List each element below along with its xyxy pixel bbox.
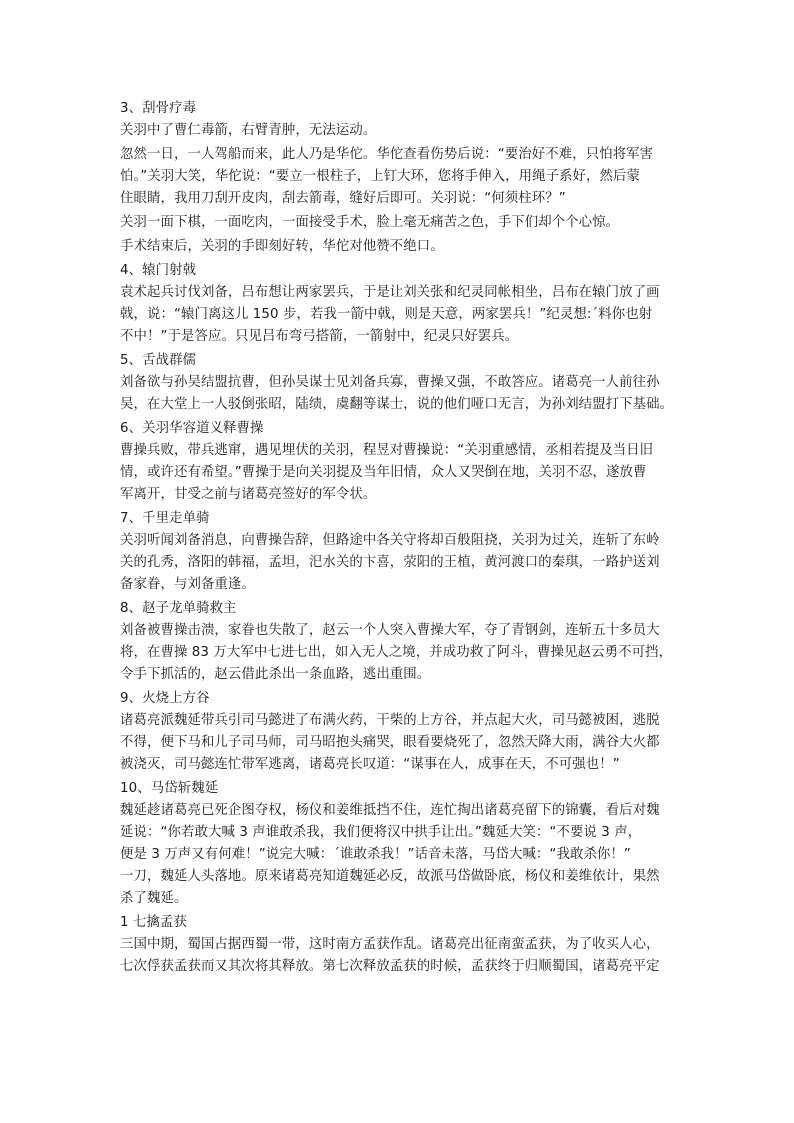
paragraph-line: 不中！”于是答应。只见吕布弯弓搭箭，一箭射中，纪灵只好罢兵。: [120, 329, 519, 344]
paragraph-line: 刘备欲与孙吴结盟抗曹，但孙吴谋士见刘备兵寡，曹操又强，不敢答应。诸葛亮一人前往孙: [120, 375, 660, 390]
story-section: [120, 598, 680, 688]
paragraph-line: 被浇灭，司马懿连忙带军逃离，诸葛亮长叹道：“谋事在人，成事在天，不可强也！”: [120, 757, 620, 772]
paragraph: [120, 120, 680, 142]
paragraph-line: 不得，便下马和儿子司马师，司马昭抱头痛哭，眼看要烧死了，忽然天降大雨，满谷大火都: [120, 735, 660, 750]
paragraph: [120, 800, 680, 910]
paragraph-line: 一刀，魏延人头落地。原来诸葛亮知道魏延必反，故派马岱做卧底，杨仪和姜维依计，果然: [120, 869, 660, 884]
paragraph: [120, 144, 680, 210]
paragraph: [120, 212, 680, 234]
paragraph-line: 便是 3 万声又有何难！”说完大喊：ˊ谁敢杀我！”话音未落，马岱大喊：“我敢杀你！”: [120, 847, 631, 862]
paragraph: [120, 934, 680, 978]
paragraph-line: 曹操兵败，带兵逃窜，遇见埋伏的关羽，程昱对曹操说：“关羽重感情，丞相若提及当日旧: [120, 443, 654, 458]
story-section: [120, 260, 680, 350]
section-heading: 5、舌战群儒: [120, 353, 197, 368]
paragraph-line: 延说：“你若敢大喊 3 声谁敢杀我，我们便将汉中拱手让出。”魏延大笑：“不要说 3 声，: [120, 825, 642, 840]
section-heading: 3、刮骨疗毒: [120, 101, 197, 116]
paragraph: [120, 372, 680, 416]
paragraph-line: 刘备被曹操击溃，家眷也失散了，赵云一个人突入曹操大军，夺了青钢剑，连斩五十多员大: [120, 623, 660, 638]
paragraph-line: 住眼睛，我用刀刮开皮肉，刮去箭毒，缝好后即可。关羽说：“何须柱环？”: [120, 191, 566, 206]
story-section: [120, 98, 680, 260]
story-section: [120, 508, 680, 598]
paragraph-line: 袁术起兵讨伐刘备，吕布想让两家罢兵，于是让刘关张和纪灵同帐相坐，吕布在辕门放了画: [120, 285, 660, 300]
paragraph: [120, 282, 680, 348]
paragraph-line: 军离开，甘受之前与诸葛亮签好的军令状。: [120, 487, 377, 502]
story-section: [120, 350, 680, 418]
paragraph-line: 关羽一面下棋，一面吃肉，一面接受手术，脸上毫无痛苦之色，手下们却个个心惊。: [120, 215, 620, 230]
section-heading: 6、关羽华容道义释曹操: [120, 421, 264, 436]
story-section: [120, 688, 680, 778]
paragraph-line: 怕。”关羽大笑，华佗说：“要立一根柱子，上钉大环，您将手伸入，用绳子系好，然后蒙: [120, 169, 641, 184]
paragraph-line: 备家眷，与刘备重逢。: [120, 577, 255, 592]
paragraph-line: 三国中期，蜀国占据西蜀一带，这时南方孟获作乱。诸葛亮出征南蛮孟获，为了收买人心，: [120, 937, 660, 952]
story-section: [120, 912, 680, 980]
section-heading: 1 七擒孟获: [120, 915, 187, 930]
section-heading: 7、千里走单骑: [120, 511, 210, 526]
document-body: [120, 98, 680, 980]
paragraph-line: 忽然一日，一人驾船而来，此人乃是华佗。华佗查看伤势后说：“要治好不难，只怕将军害: [120, 147, 654, 162]
paragraph-line: 戟，说：“辕门离这儿 150 步，若我一箭中戟，则是天意，两家罢兵！”纪灵想:ˊ料你也射: [120, 307, 653, 322]
paragraph-line: 魏延趁诸葛亮已死企图夺权，杨仪和姜维抵挡不住，连忙掏出诸葛亮留下的锦囊，看后对魏: [120, 803, 660, 818]
story-section: [120, 418, 680, 508]
paragraph-line: 诸葛亮派魏延带兵引司马懿进了布满火药，干柴的上方谷，并点起大火，司马懿被困，逃脱: [120, 713, 660, 728]
paragraph-line: 关羽听闻刘备消息，向曹操告辞，但路途中各关守将却百般阻挠，关羽为过关，连斩了东岭: [120, 533, 660, 548]
paragraph: [120, 710, 680, 776]
paragraph-line: 关羽中了曹仁毒箭，右臂青肿，无法运动。: [120, 123, 377, 138]
section-heading: 10、马岱斩魏延: [120, 781, 219, 796]
paragraph-line: 令手下抓活的，赵云借此杀出一条血路，逃出重围。: [120, 667, 431, 682]
paragraph-line: 将，在曹操 83 万大军中七进七出，如入无人之境，并成功救了阿斗，曹操见赵云勇不可挡，: [120, 645, 673, 660]
section-heading: 8、赵子龙单骑救主: [120, 601, 237, 616]
paragraph-line: 吴，在大堂上一人驳倒张昭，陆绩，虞翻等谋士，说的他们哑口无言，为孙刘结盟打下基础。: [120, 397, 674, 412]
section-heading: 4、辕门射戟: [120, 263, 197, 278]
paragraph: [120, 236, 680, 258]
story-section: [120, 778, 680, 912]
section-heading: 9、火烧上方谷: [120, 691, 210, 706]
paragraph-line: 杀了魏延。: [120, 891, 188, 906]
paragraph-line: 情，或许还有希望。”曹操于是向关羽提及当年旧情，众人又哭倒在地，关羽不忍，遂放曹: [120, 465, 647, 480]
paragraph-line: 手术结束后，关羽的手即刻好转，华佗对他赞不绝口。: [120, 239, 444, 254]
paragraph: [120, 620, 680, 686]
paragraph-line: 关的孔秀，洛阳的韩福，孟坦，汜水关的卞喜，荥阳的王植，黄河渡口的秦琪，一路护送刘: [120, 555, 660, 570]
paragraph-line: 七次俘获孟获而又其次将其释放。第七次释放孟获的时候，孟获终于归顺蜀国，诸葛亮平定: [120, 959, 660, 974]
paragraph: [120, 530, 680, 596]
paragraph: [120, 440, 680, 506]
